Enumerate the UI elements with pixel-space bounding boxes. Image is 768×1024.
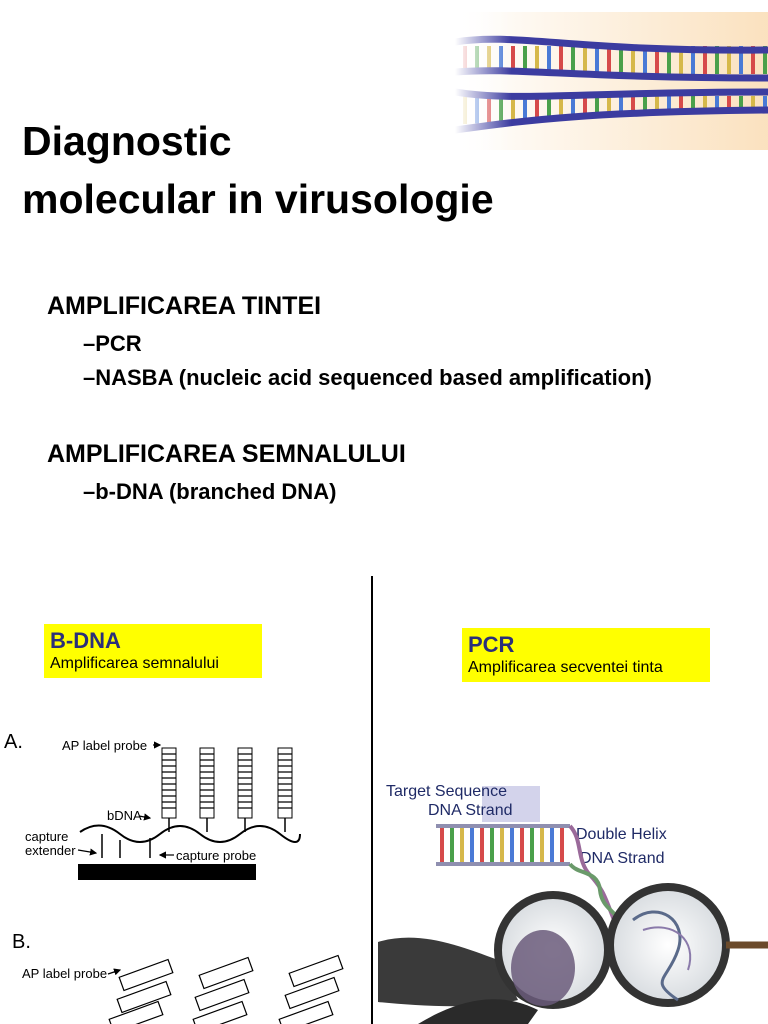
dna-ladder-image xyxy=(455,12,768,150)
diagram-label-b: B. xyxy=(12,931,31,953)
magnifier-right xyxy=(610,887,726,1003)
capture-extender-label-1: capture xyxy=(25,829,69,844)
target-strand xyxy=(80,825,300,842)
bullet-bdna: –b-DNA (branched DNA) xyxy=(83,479,337,504)
double-helix-label-2: DNA Strand xyxy=(580,850,665,867)
section-heading-target-amplification: AMPLIFICAREA TINTEI xyxy=(47,292,322,320)
ap-label-probe-label: AP label probe xyxy=(62,738,148,753)
branched-probes-b xyxy=(109,956,343,1024)
title-line-1: Diagnostic xyxy=(22,118,232,164)
bdna-box-title: B-DNA xyxy=(50,628,121,653)
target-sequence-label-2: DNA Strand xyxy=(428,802,513,819)
section-heading-signal-amplification: AMPLIFICAREA SEMNALULUI xyxy=(47,440,406,468)
ap-label-probe-b-label: AP label probe xyxy=(22,966,108,981)
title-line-2: molecular in virusologie xyxy=(22,176,494,222)
bdna-diagram xyxy=(0,720,368,1024)
solid-support xyxy=(78,864,256,880)
double-helix-label-1: Double Helix xyxy=(576,826,667,843)
bullet-nasba: –NASBA (nucleic acid sequenced based amplification) xyxy=(83,365,652,390)
target-sequence-label-1: Target Sequence xyxy=(386,783,507,800)
bdna-label-box xyxy=(44,624,262,678)
diagram-label-a: A. xyxy=(4,731,23,753)
pcr-label-box xyxy=(462,628,710,682)
capture-probe-label: capture probe xyxy=(176,848,257,863)
bdna-box-subtitle: Amplificarea semnalului xyxy=(50,655,219,672)
ap-label-probes xyxy=(162,748,292,818)
bdna-label: bDNA xyxy=(107,808,142,823)
bullet-pcr: –PCR xyxy=(83,331,142,356)
capture-extender-label-2: extender xyxy=(25,843,76,858)
column-divider xyxy=(371,576,373,1024)
pcr-box-title: PCR xyxy=(468,632,515,657)
pcr-box-subtitle: Amplificarea secventei tinta xyxy=(468,659,663,676)
pcr-illustration xyxy=(378,770,768,1024)
page-title xyxy=(22,112,494,228)
